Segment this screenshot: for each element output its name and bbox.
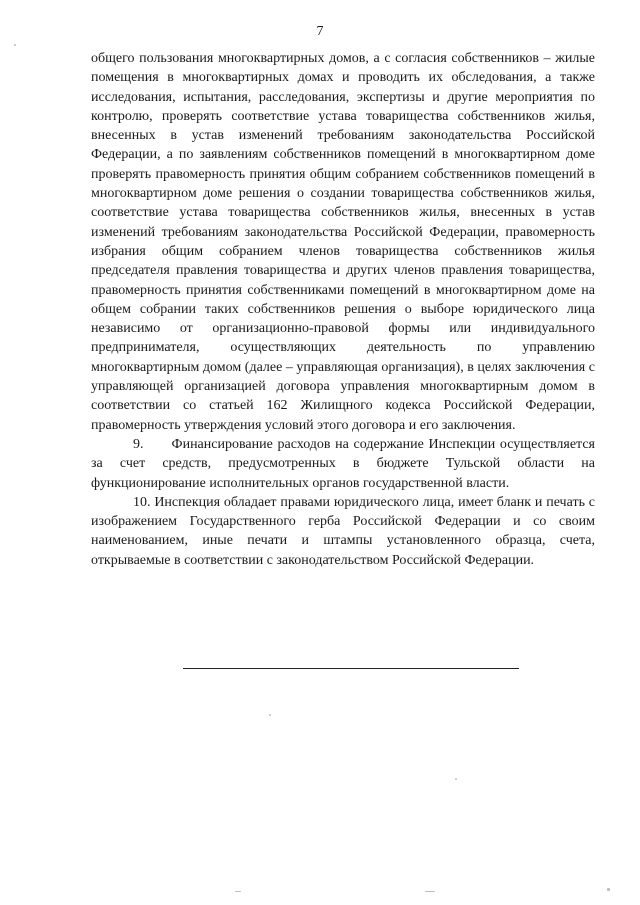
scan-speck: [14, 44, 16, 46]
paragraph-9: 9. Финансирование расходов на содержание Инспекции осуществляется за счет средств, предусмотренных в бюджете Тульской области на функционирование исполнительных органов государственной власти.: [91, 436, 595, 491]
paragraph-10: 10. Инспекция обладает правами юридического лица, имеет бланк и печать с изображением Государственного герба Российской Федерации и со своим наименованием, иные печати и штампы установленного образца, счета, открываемые в соответствии с законодательством Российской Федерации.: [91, 494, 595, 568]
scan-speck: [269, 714, 271, 716]
scan-speck: [235, 891, 241, 892]
page-number: 7: [316, 24, 324, 39]
scan-speck: [455, 778, 457, 780]
scan-speck: [607, 888, 610, 891]
end-divider-line: [183, 668, 519, 669]
paragraph-continuation: общего пользования многоквартирных домов, а с согласия собственников – жилые помещения в многоквартирных домах и проводить их обследования, а также исследования, испытания, расследования, экспертизы и другие мероприятия по контролю, проверять соответствие устава товарищества собственников жилья, внесенных в устав изменений требованиям законодательства Российской Федерации, а по заявлениям собственников помещений в многоквартирном доме проверять правомерность принятия общим собранием собственников помещений в многоквартирном доме решения о создании товарищества собственников жилья, соответствие устава товарищества собственников жилья, внесенных в устав изменений требованиям законодательства Российской Федерации, правомерность избрания общим собранием членов товарищества собственников жилья председателя правления товарищества и других членов правления товарищества, правомерность принятия собственниками помещений в многоквартирном доме на общем собрании таких собственников решения о выборе юридического лица независимо от организационно-правовой формы или индивидуального предпринимателя, осуществляющих деятельность по управлению многоквартирным домом (далее – управляющая организация), в целях заключения с управляющей организацией договора управления многоквартирным домом в соответствии со статьей 162 Жилищного кодекса Российской Федерации, правомерность утверждения условий этого договора и его заключения.: [91, 51, 595, 433]
scan-speck: [425, 891, 435, 892]
document-body: [91, 49, 595, 570]
